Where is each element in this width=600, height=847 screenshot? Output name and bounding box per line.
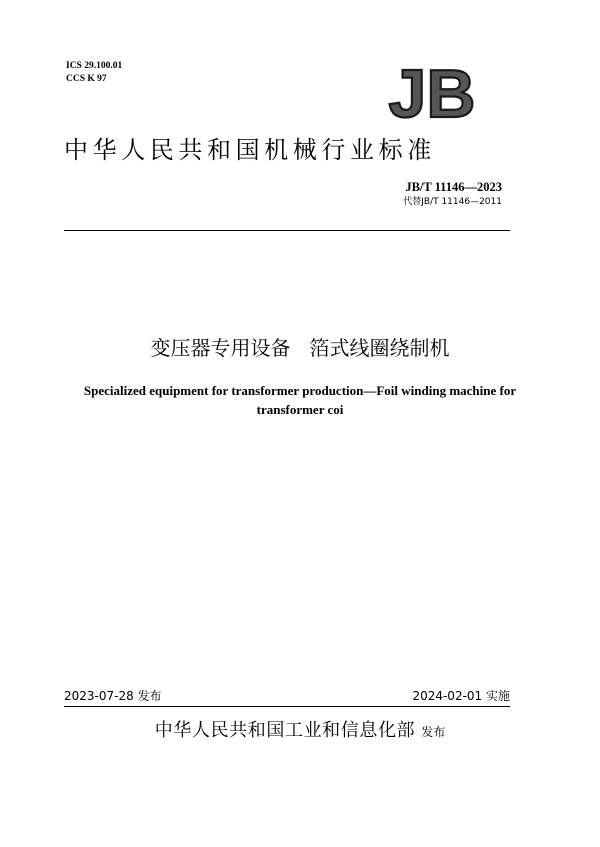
footer-divider (64, 706, 510, 707)
title-en-line1: Specialized equipment for transformer production—Foil winding machine for (83, 383, 517, 398)
publish-date: 2023-07-28 发布 (64, 689, 162, 703)
document-title-en (60, 381, 540, 419)
issuer-name: 中华人民共和国工业和信息化部 (154, 720, 416, 741)
standard-number (405, 179, 502, 195)
standard-type-title: 中华人民共和国机械行业标准 (64, 136, 436, 164)
title-en-line2: transformer coi (256, 402, 344, 417)
logo-text: JB (388, 62, 476, 122)
jb-logo (380, 62, 484, 122)
document-title-cn: 变压器专用设备 箔式线圈绕制机 (150, 336, 450, 360)
issuer-block (0, 718, 600, 745)
replaces-standard: 代替JB/T 11146—2011 (403, 197, 502, 207)
ics-code: ICS 29.100.01 (66, 61, 123, 71)
implementation-date: 2024-02-01 实施 (412, 689, 510, 703)
header-divider (64, 230, 510, 231)
issuer-action: 发布 (421, 725, 446, 739)
standard-number-text: JB/T 11146—2023 (405, 180, 502, 194)
ccs-code: CCS K 97 (66, 74, 107, 84)
